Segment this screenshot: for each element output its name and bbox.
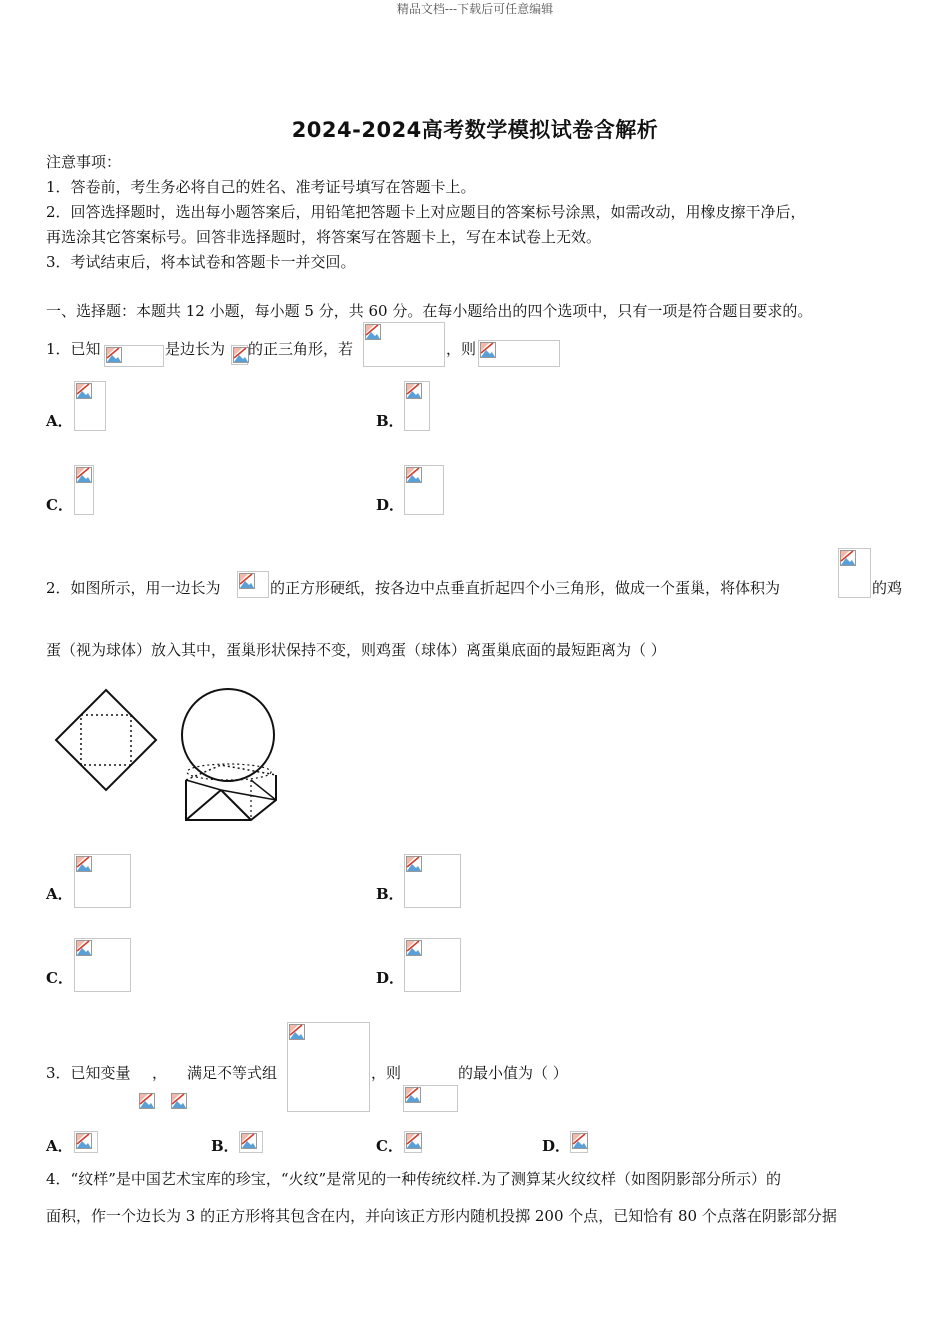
egg-nest-figure	[46, 680, 286, 830]
notice-heading: 注意事项：	[46, 153, 122, 171]
q2-option-d: D．	[376, 969, 405, 987]
q3-option-b: B．	[211, 1137, 239, 1155]
q2-option-c: C．	[46, 969, 73, 987]
formula-image	[231, 345, 248, 365]
broken-image-icon	[76, 1133, 92, 1149]
q3-text: 3．已知变量	[46, 1064, 131, 1082]
q3-text: 满足不等式组	[187, 1064, 278, 1082]
q2-option-b: B．	[376, 885, 404, 903]
q2-option-a: A．	[46, 885, 73, 903]
q3-text: ，则	[371, 1064, 402, 1082]
broken-image-icon	[405, 1087, 421, 1103]
formula-image	[237, 571, 269, 598]
broken-image-icon	[106, 347, 122, 363]
page-title: 2024-2024高考数学模拟试卷含解析	[291, 118, 659, 142]
broken-image-icon	[406, 940, 422, 956]
broken-image-icon	[572, 1133, 588, 1149]
option-image	[74, 854, 131, 908]
broken-image-icon	[289, 1024, 305, 1040]
q3-text: ，	[152, 1064, 168, 1082]
option-image	[404, 381, 430, 431]
q3-option-d: D．	[542, 1137, 571, 1155]
q2-text: 2．如图所示，用一边长为	[46, 579, 221, 597]
option-image	[404, 938, 461, 992]
option-image	[74, 1131, 98, 1153]
option-image	[570, 1131, 588, 1153]
q1-option-d: D．	[376, 496, 405, 514]
q3-option-a: A．	[46, 1137, 73, 1155]
broken-image-icon	[233, 347, 249, 363]
formula-image	[104, 345, 164, 367]
q2-text: 的正方形硬纸，按各边中点垂直折起四个小三角形，做成一个蛋巢，将体积为	[270, 579, 781, 597]
broken-image-icon	[139, 1093, 155, 1109]
option-image	[74, 381, 106, 431]
variable-y-image	[170, 1092, 188, 1112]
broken-image-icon	[406, 383, 422, 399]
q2-text: 的鸡	[872, 579, 903, 597]
q1-text: 1．已知	[46, 340, 101, 358]
broken-image-icon	[241, 1133, 257, 1149]
q1-text: 的正三角形，若	[248, 340, 354, 358]
q1-option-c: C．	[46, 496, 73, 514]
option-image	[74, 938, 131, 992]
q3-option-c: C．	[376, 1137, 403, 1155]
broken-image-icon	[76, 856, 92, 872]
option-image	[404, 1131, 422, 1153]
variable-x-image	[138, 1092, 154, 1112]
q1-option-b: B．	[376, 412, 404, 430]
broken-image-icon	[406, 1133, 422, 1149]
q4-text: 4．“纹样”是中国艺术宝库的珍宝，“火纹”是常见的一种传统纹样.为了测算某火纹纹样（如图阴影部分所示）的	[46, 1170, 781, 1188]
broken-image-icon	[406, 856, 422, 872]
q1-option-a: A．	[46, 412, 73, 430]
notice-item: 1．答卷前，考生务必将自己的姓名、准考证号填写在答题卡上。	[46, 178, 476, 196]
broken-image-icon	[840, 550, 856, 566]
option-image	[239, 1131, 263, 1153]
broken-image-icon	[76, 467, 92, 483]
broken-image-icon	[406, 467, 422, 483]
broken-image-icon	[480, 342, 496, 358]
formula-image	[478, 340, 560, 367]
header-watermark: 精品文档---下载后可任意编辑	[396, 2, 554, 16]
broken-image-icon	[76, 940, 92, 956]
option-image	[74, 465, 94, 515]
section-heading: 一、选择题：本题共 12 小题，每小题 5 分，共 60 分。在每小题给出的四个选项中，只有一项是符合题目要求的。	[46, 302, 813, 320]
q4-text: 面积，作一个边长为 3 的正方形将其包含在内，并向该正方形内随机投掷 200 个点，已知恰有 80 个点落在阴影部分据	[46, 1207, 837, 1225]
q1-text: ，则	[446, 340, 477, 358]
formula-image	[363, 322, 445, 367]
formula-image	[403, 1085, 458, 1112]
notice-item: 2．回答选择题时，选出每小题答案后，用铅笔把答题卡上对应题目的答案标号涂黑，如需改动，用橡皮擦干净后，	[46, 203, 806, 221]
notice-item: 3．考试结束后，将本试卷和答题卡一并交回。	[46, 253, 356, 271]
q3-text: 的最小值为（ ）	[458, 1064, 568, 1082]
notice-item: 再选涂其它答案标号。回答非选择题时，将答案写在答题卡上，写在本试卷上无效。	[46, 228, 602, 246]
formula-image	[287, 1022, 370, 1112]
formula-image	[838, 548, 871, 598]
broken-image-icon	[365, 324, 381, 340]
q1-text: 是边长为	[165, 340, 226, 358]
q2-text: 蛋（视为球体）放入其中，蛋巢形状保持不变，则鸡蛋（球体）离蛋巢底面的最短距离为（ ）	[46, 641, 666, 659]
option-image	[404, 465, 444, 515]
option-image	[404, 854, 461, 908]
broken-image-icon	[171, 1093, 187, 1109]
broken-image-icon	[239, 573, 255, 589]
broken-image-icon	[76, 383, 92, 399]
